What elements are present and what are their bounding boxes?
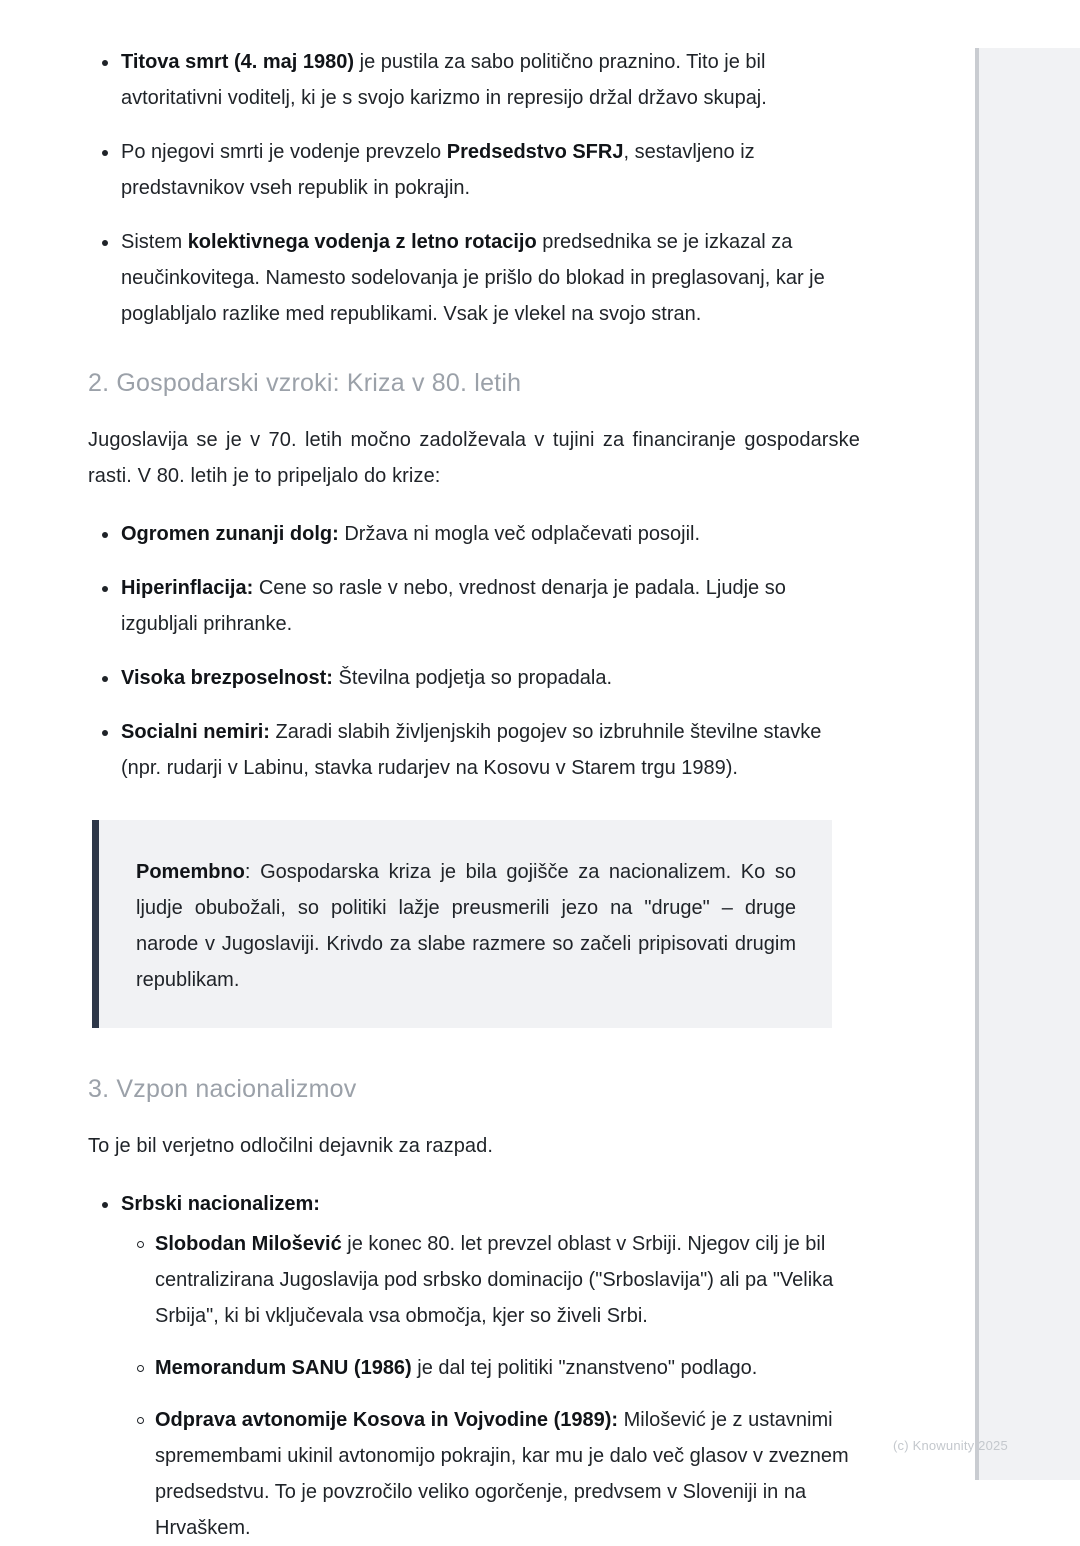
list-item — [88, 516, 860, 552]
list-item-text: Država ni mogla več odplačevati posojil. — [338, 523, 701, 545]
list-item — [88, 134, 860, 206]
section-1-bullet-list — [88, 44, 860, 332]
section-2-bullet-list — [88, 516, 860, 786]
callout-bold-label: Pomembno — [136, 861, 245, 883]
list-item-text: Zaradi slabih življenjskih pogojev so izbruhnile številne stavke (npr. rudarji v Labinu, stavka rudarjev na Kosovu v Starem trgu 1989). — [121, 721, 822, 779]
callout-text-body: : Gospodarska kriza je bila gojišče za nacionalizem. Ko so ljudje obubožali, so politiki lažje preusmerili jezo na "druge" – druge narode v Jugoslaviji. Krivdo za slabe razmere so začeli pripisovati drugim republikam. — [136, 861, 796, 991]
sub-list-item — [121, 1350, 860, 1386]
sub-list-item-text: je konec 80. let prevzel oblast v Srbiji. Njegov cilj je bil centralizirana Jugoslavija pod srbsko dominacijo ("Srboslavija") ali pa "Velika Srbija", ki bi vključevala vsa območja, kjer so živeli Srbi. — [155, 1233, 834, 1327]
copyright-watermark: (c) Knowunity 2025 — [893, 1438, 1008, 1453]
list-item-text: Številna podjetja so propadala. — [332, 667, 613, 689]
sub-list-item-text: je dal tej politiki "znanstveno" podlago. — [411, 1357, 758, 1379]
list-item-bold-term: Socialni nemiri: — [121, 721, 270, 743]
list-item-text: predsednika se je izkazal za neučinkovitega. Namesto sodelovanja je prišlo do blokad in preglasovanj, kar je poglabljalo razlike med republikami. Vsak je vlekel na svojo stran. — [121, 231, 825, 325]
section-2-intro-paragraph: Jugoslavija se je v 70. letih močno zadolževala v tujini za financiranje gospodarske rasti. V 80. letih je to pripeljalo do krize: — [88, 429, 860, 487]
list-item-bold-term: kolektivnega vodenja z letno rotacijo — [187, 231, 537, 253]
serbian-nationalism-sublist — [121, 1226, 860, 1546]
sub-list-item-bold-term: Memorandum SANU (1986) — [155, 1357, 412, 1379]
section-2-heading: 2. Gospodarski vzroki: Kriza v 80. letih — [88, 369, 522, 397]
list-item-bold-term: Srbski nacionalizem: — [121, 1193, 320, 1215]
list-item-text-lead: Po njegovi smrti je vodenje prevzelo — [121, 141, 447, 163]
sub-list-item — [121, 1402, 860, 1546]
list-item — [88, 570, 860, 642]
list-item-text-lead: Sistem — [121, 231, 188, 253]
list-item-text: je pustila za sabo politično praznino. Tito je bil avtoritativni voditelj, ki je s svojo karizmo in represijo držal državo skupaj. — [121, 51, 767, 109]
section-3-intro-paragraph: To je bil verjetno odločilni dejavnik za razpad. — [88, 1135, 494, 1157]
list-item-bold-term: Visoka brezposelnost: — [121, 667, 333, 689]
section-3-bullet-list — [88, 1186, 860, 1546]
sub-list-item-bold-term: Slobodan Milošević — [155, 1233, 342, 1255]
list-item-text: Cene so rasle v nebo, vrednost denarja je padala. Ljudje so izgubljali prihranke. — [121, 577, 786, 635]
list-item — [88, 1186, 860, 1546]
list-item-bold-lead: Titova smrt (4. maj 1980) — [121, 51, 355, 73]
sub-list-item-text: Milošević je z ustavnimi spremembami ukinil avtonomijo pokrajin, kar mu je dalo več glasov v zveznem predsedstvu. To je povzročilo veliko ogorčenje, predvsem v Sloveniji in na Hrvaškem. — [155, 1409, 849, 1539]
list-item-bold-term: Hiperinflacija: — [121, 577, 254, 599]
section-3-heading: 3. Vzpon nacionalizmov — [88, 1075, 357, 1103]
list-item-bold-term: Ogromen zunanji dolg: — [121, 523, 339, 545]
list-item — [88, 44, 860, 116]
list-item-text: , sestavljeno iz predstavnikov vseh republik in pokrajin. — [121, 141, 755, 199]
page-edge-scroll-strip[interactable] — [975, 48, 1080, 1480]
sub-list-item-bold-term: Odprava avtonomije Kosova in Vojvodine (1989): — [155, 1409, 619, 1431]
sub-list-item — [121, 1226, 860, 1334]
list-item-bold-term: Predsedstvo SFRJ — [446, 141, 624, 163]
list-item — [88, 714, 860, 786]
important-callout-box — [92, 820, 832, 1028]
callout-paragraph — [136, 854, 796, 998]
list-item — [88, 660, 860, 696]
list-item — [88, 224, 860, 332]
